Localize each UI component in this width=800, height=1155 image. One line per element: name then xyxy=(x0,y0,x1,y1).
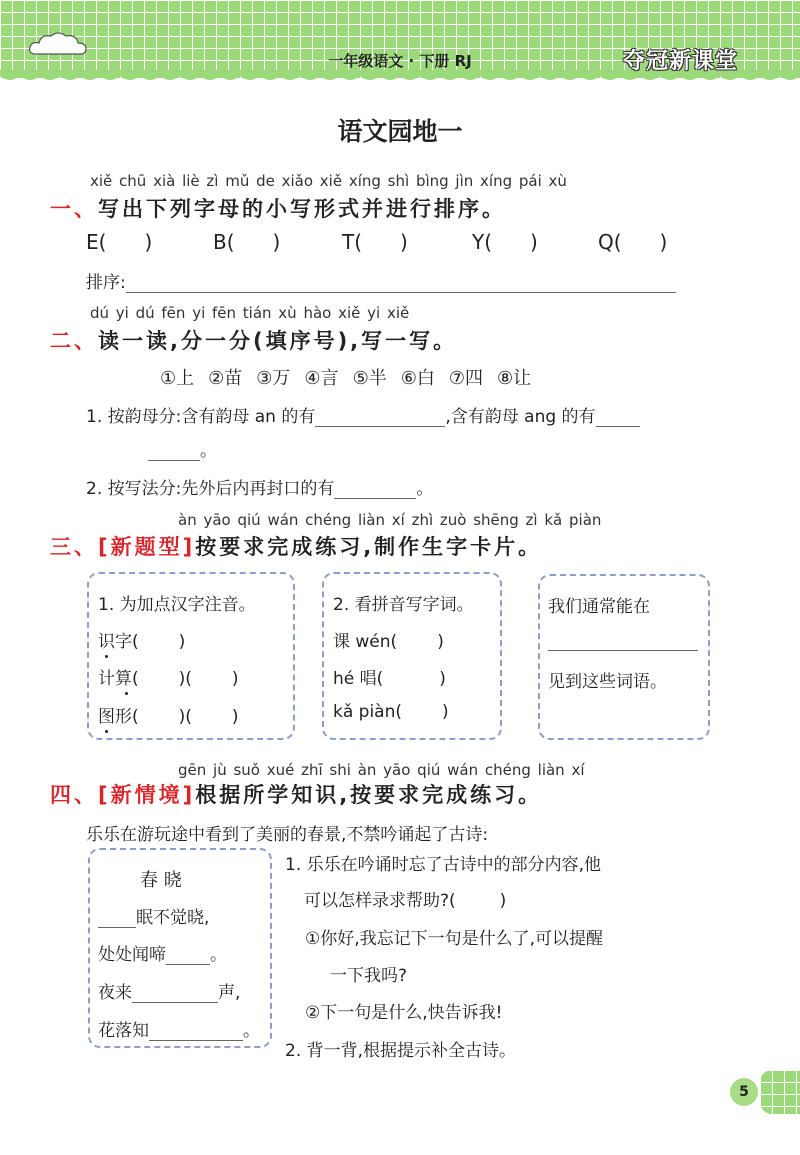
box2-title: 2. 看拼音写字词。 xyxy=(333,595,474,615)
s1-title: 写出下列字母的小写形式并进行排序。 xyxy=(98,197,506,221)
poem-blank[interactable] xyxy=(132,984,218,1003)
s1-pinyin: xiě chū xià liè zì mǔ de xiǎo xiě xíng shì bìng jìn xíng pái xù xyxy=(90,172,567,190)
letter-t-label: T( xyxy=(342,230,363,254)
paren: ) xyxy=(530,230,538,254)
paren: ) xyxy=(144,230,153,254)
char-item: ⑧让 xyxy=(496,368,532,389)
poem-blank[interactable] xyxy=(98,909,136,928)
s4-q2: 2. 背一背,根据提示补全古诗。 xyxy=(285,1041,517,1061)
s2-q1-text2: ,含有韵母 ang 的有 xyxy=(445,407,596,427)
char-item: ②苗 xyxy=(208,368,243,389)
paren: ) xyxy=(439,669,446,689)
s2-q2-text: 2. 按写法分:先外后内再封口的有 xyxy=(86,479,335,499)
s4-number: 四、 xyxy=(50,783,98,807)
char-item: ④言 xyxy=(304,368,339,389)
box2-r3-text: kǎ piàn( xyxy=(333,702,403,722)
dotted-char: 识 xyxy=(98,632,115,652)
letter-y xyxy=(472,230,538,254)
poem-l1-text: 眠不觉晓, xyxy=(136,908,210,928)
letter-b-label: B( xyxy=(213,230,235,254)
poem-l4-text: 花落知 xyxy=(98,1021,149,1041)
s4-q1-cont xyxy=(304,886,506,911)
poem-l3-text: 夜来 xyxy=(98,983,132,1003)
s4-heading xyxy=(50,779,542,809)
char-item: ③万 xyxy=(256,368,291,389)
s2-q1-end: 。 xyxy=(200,441,217,461)
poem-line3 xyxy=(98,978,240,1003)
s2-q1-cont xyxy=(148,436,217,461)
paren: )( xyxy=(178,669,192,689)
s4-intro: 乐乐在游玩途中看到了美丽的春景,不禁吟诵起了古诗: xyxy=(86,825,489,845)
letter-e-label: E( xyxy=(86,230,107,254)
page-corner-decoration xyxy=(760,1070,800,1114)
poem-title: 春 晓 xyxy=(140,870,182,891)
s3-heading xyxy=(50,531,542,561)
poem-l2-text: 处处闻啼 xyxy=(98,945,166,965)
s4-q1: 1. 乐乐在吟诵时忘了古诗中的部分内容,他 xyxy=(285,855,602,875)
char-item: ⑤半 xyxy=(352,368,387,389)
letter-t xyxy=(342,230,408,254)
s3-tag: [新题型] xyxy=(98,535,196,559)
s4-opt1-cont: 一下我吗? xyxy=(330,966,408,986)
poem-blank[interactable] xyxy=(166,946,210,965)
enclose-answer-line[interactable] xyxy=(334,480,416,499)
box2-row3 xyxy=(333,702,449,722)
ang-answer-line-cont[interactable] xyxy=(148,442,200,461)
page-number: 5 xyxy=(730,1078,758,1106)
s2-pinyin: dú yi dú fēn yi fēn tián xù hào xiě yi xiě xyxy=(90,304,410,322)
s4-title: 根据所学知识,按要求完成练习。 xyxy=(195,783,543,807)
box1-row3 xyxy=(98,702,239,727)
s2-q1-text: 1. 按韵母分:含有韵母 an 的有 xyxy=(86,407,316,427)
s4-q1b-text: 可以怎样录求帮助?( xyxy=(304,891,456,911)
box3-answer-line[interactable] xyxy=(548,650,698,651)
s2-heading xyxy=(50,325,457,355)
s4-opt1: ①你好,我忘记下一句是什么了,可以提醒 xyxy=(305,929,604,949)
paren: ) xyxy=(178,632,186,652)
sort-answer-line[interactable] xyxy=(126,274,676,293)
lesson-title: 语文园地一 xyxy=(337,117,463,146)
s2-q2-end: 。 xyxy=(416,479,434,499)
s4-opt2: ②下一句是什么,快告诉我! xyxy=(305,1003,503,1023)
sort-label: 排序: xyxy=(86,273,126,293)
s2-number: 二、 xyxy=(50,329,98,353)
box1-row2 xyxy=(98,664,239,689)
box1-r3-text: 形( xyxy=(115,707,139,727)
paren: ) xyxy=(499,891,507,911)
s1-heading xyxy=(50,193,506,223)
box1-title: 1. 为加点汉字注音。 xyxy=(98,595,256,615)
grade-label: 一年级语文 · 下册 RJ xyxy=(328,52,472,70)
paren: ) xyxy=(659,230,668,254)
s2-title: 读一读,分一分(填序号),写一写。 xyxy=(98,329,458,353)
ang-answer-line[interactable] xyxy=(596,408,640,427)
char-item: ①上 xyxy=(160,368,195,389)
paren: ) xyxy=(442,702,449,722)
poem-l3-end: 声, xyxy=(218,983,241,1003)
poem-line1 xyxy=(98,903,209,928)
paren: ) xyxy=(400,230,408,254)
char-item: ⑦四 xyxy=(448,368,483,389)
paren: ) xyxy=(231,707,239,727)
char-item: ⑥白 xyxy=(400,368,435,389)
s4-tag: [新情境] xyxy=(98,783,196,807)
box2-r1-text: 课 wén( xyxy=(333,632,398,652)
sort-row xyxy=(86,268,676,293)
s2-q1 xyxy=(86,402,640,427)
box2-row2 xyxy=(333,664,446,689)
poem-l2-end: 。 xyxy=(210,945,227,965)
box1-r2-char: 计 xyxy=(98,669,115,689)
an-answer-line[interactable] xyxy=(315,408,445,427)
letter-e xyxy=(86,230,152,254)
letter-y-label: Y( xyxy=(472,230,493,254)
brand-logo: 夺冠新课堂 xyxy=(622,49,738,74)
paren: ) xyxy=(437,632,444,652)
letter-b xyxy=(213,230,280,254)
paren: ) xyxy=(231,669,239,689)
s3-number: 三、 xyxy=(50,535,98,559)
letter-q-label: Q( xyxy=(598,230,622,254)
s3-pinyin: àn yāo qiú wán chéng liàn xí zhì zuò shēng zì kǎ piàn xyxy=(178,511,602,529)
poem-line4 xyxy=(98,1016,260,1041)
poem-blank[interactable] xyxy=(149,1022,243,1041)
paren: ) xyxy=(272,230,281,254)
box3-line1: 我们通常能在 xyxy=(548,597,650,617)
box2-row1 xyxy=(333,627,444,652)
letter-q xyxy=(598,230,667,254)
box2-r2-text: hé 唱( xyxy=(333,669,384,689)
s4-pinyin: gēn jù suǒ xué zhī shi àn yāo qiú wán chéng liàn xí xyxy=(178,761,585,779)
poem-l4-end: 。 xyxy=(243,1021,260,1041)
box3-line2: 见到这些词语。 xyxy=(548,672,667,692)
paren: )( xyxy=(178,707,192,727)
poem-line2 xyxy=(98,940,227,965)
box1-r1-text: 字( xyxy=(115,632,139,652)
s3-title: 按要求完成练习,制作生字卡片。 xyxy=(195,535,543,559)
s2-q2 xyxy=(86,474,433,499)
dotted-char: 算( xyxy=(115,669,139,689)
s1-number: 一、 xyxy=(50,197,98,221)
dotted-char: 图 xyxy=(98,707,115,727)
char-list xyxy=(160,364,531,390)
box1-row1 xyxy=(98,627,185,652)
